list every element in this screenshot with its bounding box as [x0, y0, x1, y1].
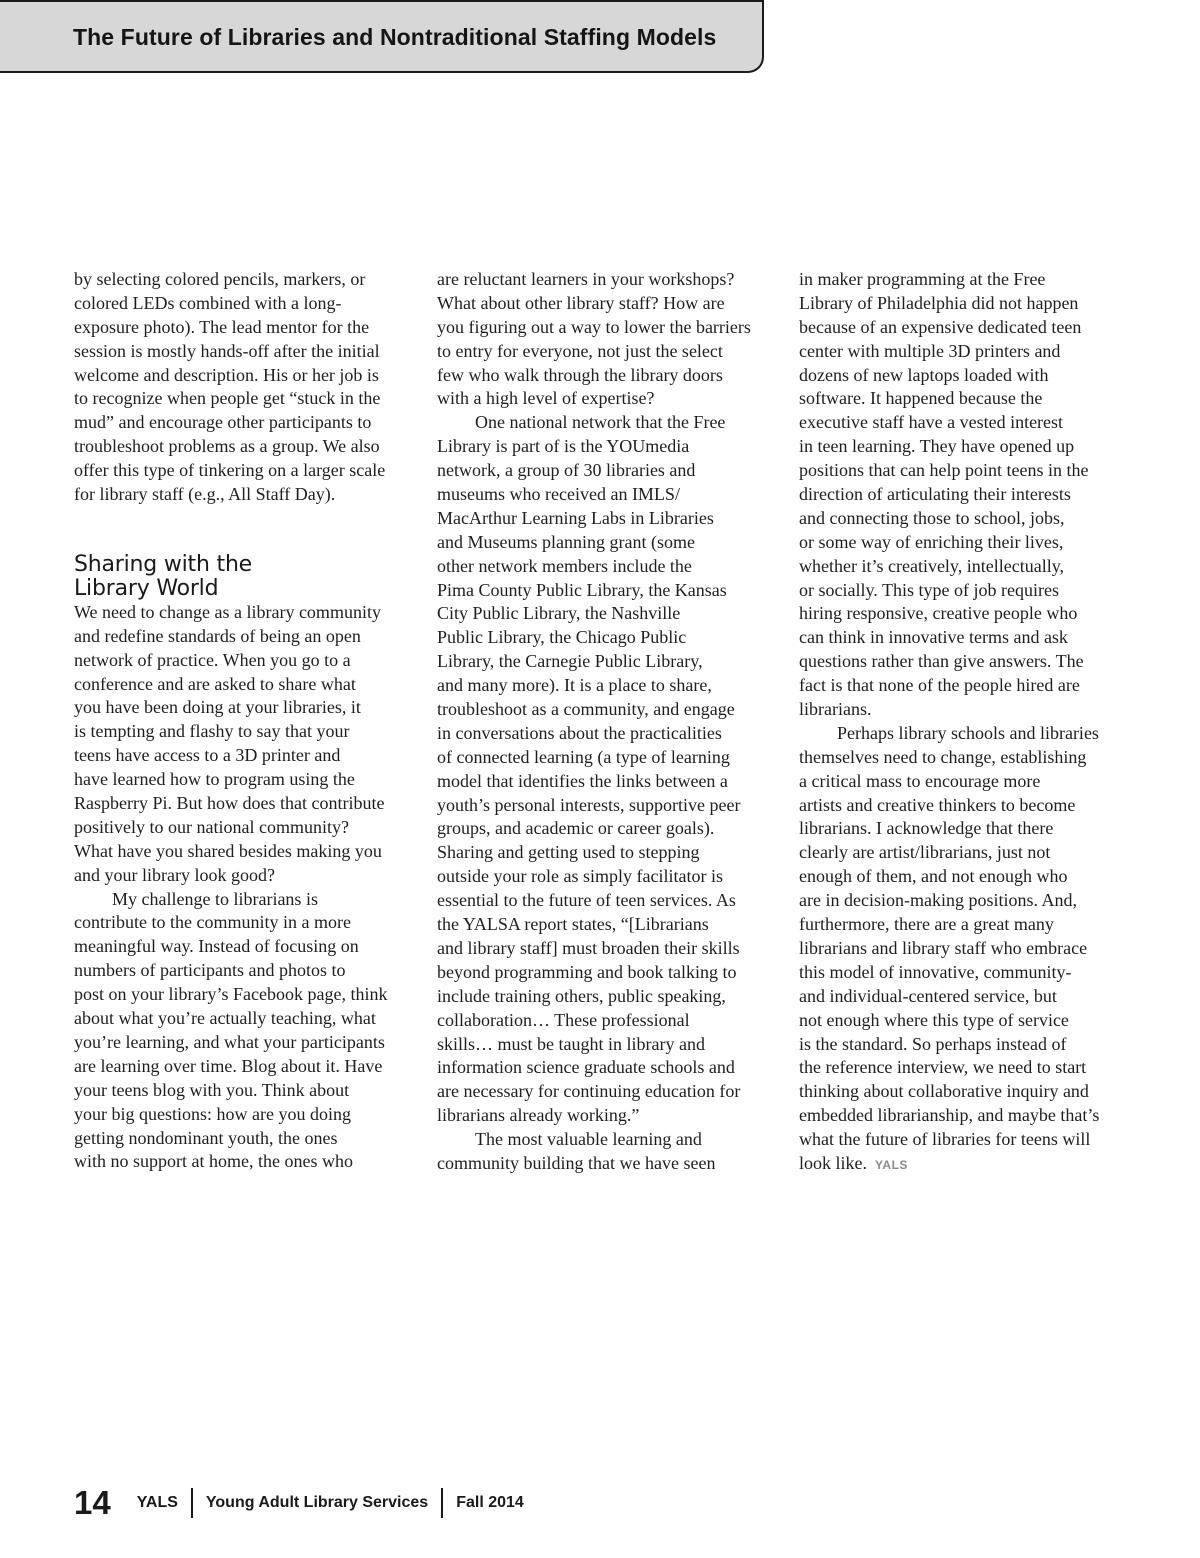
text-line: information science graduate schools and: [437, 1057, 735, 1078]
text-line: numbers of participants and photos to: [74, 960, 346, 981]
text-line: mud” and encourage other participants to: [74, 412, 372, 433]
text-line: software. It happened because the: [799, 388, 1043, 409]
text-line: your big questions: how are you doing: [74, 1103, 351, 1124]
page-number: 14: [74, 1484, 111, 1521]
text-line: groups, and academic or career goals).: [437, 818, 715, 839]
text-line: and redefine standards of being an open: [74, 625, 361, 646]
text-line: in maker programming at the Free: [799, 269, 1046, 289]
text-line: Raspberry Pi. But how does that contribute: [74, 793, 385, 814]
paragraph: [74, 601, 419, 888]
text-line: a critical mass to encourage more: [799, 770, 1041, 791]
text-line: librarians already working.”: [437, 1105, 640, 1126]
text-line: network, a group of 30 libraries and: [437, 460, 696, 481]
text-line: City Public Library, the Nashville: [437, 603, 681, 624]
text-line: other network members include the: [437, 555, 692, 576]
column-2: [437, 268, 782, 1176]
text-line: beyond programming and book talking to: [437, 961, 737, 982]
text-line: Sharing and getting used to stepping: [437, 842, 700, 863]
text-line: you figuring out a way to lower the barriers: [437, 316, 751, 337]
text-line: museums who received an IMLS/: [437, 484, 680, 505]
text-line: or socially. This type of job requires: [799, 579, 1059, 600]
footer-divider: [191, 1488, 193, 1518]
footer-divider: [441, 1488, 443, 1518]
paragraph: [799, 722, 1144, 1176]
text-line: network of practice. When you go to a: [74, 649, 351, 670]
text-line: and Museums planning grant (some: [437, 531, 695, 552]
text-line: and many more). It is a place to share,: [437, 675, 712, 696]
text-line: are necessary for continuing education for: [437, 1081, 741, 1102]
text-line: artists and creative thinkers to become: [799, 794, 1076, 815]
text-line: youth’s personal interests, supportive peer: [437, 794, 741, 815]
text-line: the YALSA report states, “[Librarians: [437, 914, 709, 935]
text-line: look like.: [799, 1152, 867, 1173]
section-heading-line: Sharing with the: [74, 551, 253, 577]
text-line: hiring responsive, creative people who: [799, 603, 1078, 624]
text-line: essential to the future of teen services. As: [437, 890, 736, 911]
issue-label: Fall 2014: [456, 1494, 524, 1511]
text-line: you have been doing at your libraries, it: [74, 697, 361, 718]
text-line: executive staff have a vested interest: [799, 412, 1064, 433]
text-line: post on your library’s Facebook page, think: [74, 984, 388, 1005]
journal-short-name: YALS: [136, 1494, 178, 1511]
text-line: session is mostly hands-off after the initial: [74, 340, 380, 361]
text-line: what the future of libraries for teens will: [799, 1129, 1091, 1150]
text-line: to entry for everyone, not just the select: [437, 340, 723, 361]
text-line: What about other library staff? How are: [437, 292, 725, 313]
text-line: dozens of new laptops loaded with: [799, 364, 1049, 385]
text-line: with no support at home, the ones who: [74, 1151, 353, 1172]
text-line: with a high level of expertise?: [437, 388, 655, 409]
text-line: The most valuable learning and: [475, 1129, 702, 1150]
page-footer: [74, 1484, 524, 1522]
text-line: embedded librarianship, and maybe that’s: [799, 1105, 1100, 1126]
text-line: in teen learning. They have opened up: [799, 436, 1075, 457]
text-line: fact is that none of the people hired are: [799, 675, 1080, 696]
text-line: skills… must be taught in library and: [437, 1033, 705, 1054]
text-line: you’re learning, and what your participants: [74, 1031, 385, 1052]
text-line: in conversations about the practicalities: [437, 722, 722, 743]
text-line: themselves need to change, establishing: [799, 746, 1087, 767]
text-line: can think in innovative terms and ask: [799, 627, 1068, 648]
text-line: clearly are artist/librarians, just not: [799, 842, 1051, 863]
text-line: enough of them, and not enough who: [799, 866, 1068, 887]
text-line: the reference interview, we need to start: [799, 1057, 1087, 1078]
paragraph: [437, 1128, 782, 1176]
section-heading-line: Library World: [74, 575, 219, 601]
running-header: [0, 0, 764, 73]
text-line: troubleshoot problems as a group. We also: [74, 436, 380, 457]
text-line: because of an expensive dedicated teen: [799, 316, 1082, 337]
paragraph: [437, 268, 782, 411]
text-line: Pima County Public Library, the Kansas: [437, 579, 727, 600]
text-line: collaboration… These professional: [437, 1009, 690, 1030]
running-header-title: The Future of Libraries and Nontraditional Staffing Models: [73, 24, 717, 50]
text-line: teens have access to a 3D printer and: [74, 745, 341, 766]
text-line: and individual-centered service, but: [799, 985, 1057, 1006]
text-line: model that identifies the links between a: [437, 770, 728, 791]
text-line: positively to our national community?: [74, 816, 349, 837]
text-line: Public Library, the Chicago Public: [437, 627, 687, 648]
text-line: are in decision-making positions. And,: [799, 890, 1077, 911]
text-line: troubleshoot as a community, and engage: [437, 699, 735, 720]
text-line: Library, the Carnegie Public Library,: [437, 651, 703, 672]
text-line: by selecting colored pencils, markers, or: [74, 269, 366, 289]
section-heading: [74, 553, 419, 601]
text-line: not enough where this type of service: [799, 1009, 1069, 1030]
text-line: outside your role as simply facilitator is: [437, 866, 723, 887]
text-line: MacArthur Learning Labs in Libraries: [437, 507, 714, 528]
text-line: contribute to the community in a more: [74, 912, 351, 933]
text-line: librarians. I acknowledge that there: [799, 818, 1054, 839]
text-line: colored LEDs combined with a long-: [74, 292, 342, 313]
column-1: [74, 268, 419, 1174]
text-line: and connecting those to school, jobs,: [799, 507, 1065, 528]
end-mark: YALS: [875, 1157, 908, 1172]
text-line: include training others, public speaking,: [437, 985, 726, 1006]
text-line: have learned how to program using the: [74, 769, 355, 790]
text-line: getting nondominant youth, the ones: [74, 1127, 338, 1148]
text-line: few who walk through the library doors: [437, 364, 723, 385]
text-line: offer this type of tinkering on a larger scale: [74, 460, 386, 481]
text-line: is the standard. So perhaps instead of: [799, 1033, 1067, 1054]
text-line: What have you shared besides making you: [74, 840, 382, 861]
text-line: community building that we have seen: [437, 1152, 716, 1173]
text-line: are learning over time. Blog about it. Have: [74, 1055, 383, 1076]
text-line: and library staff] must broaden their skills: [437, 937, 740, 958]
text-line: meaningful way. Instead of focusing on: [74, 936, 359, 957]
text-line: positions that can help point teens in the: [799, 460, 1089, 481]
paragraph: [437, 411, 782, 1128]
text-line: thinking about collaborative inquiry and: [799, 1081, 1089, 1102]
text-line: librarians and library staff who embrace: [799, 937, 1088, 958]
text-line: and your library look good?: [74, 864, 275, 885]
text-line: My challenge to librarians is: [112, 888, 318, 909]
text-line: to recognize when people get “stuck in the: [74, 388, 381, 409]
text-line: welcome and description. His or her job is: [74, 364, 379, 385]
text-line: is tempting and flashy to say that your: [74, 721, 350, 742]
text-line: direction of articulating their interests: [799, 484, 1071, 505]
text-line: about what you’re actually teaching, what: [74, 1008, 376, 1029]
text-line: Library is part of is the YOUmedia: [437, 436, 690, 457]
journal-name: Young Adult Library Services: [205, 1494, 429, 1511]
text-line-final: [799, 1152, 1144, 1176]
paragraph: [74, 268, 419, 507]
text-line: of connected learning (a type of learning: [437, 746, 730, 767]
text-line: furthermore, there are a great many: [799, 914, 1054, 935]
text-line: questions rather than give answers. The: [799, 651, 1084, 672]
text-line: Perhaps library schools and libraries: [837, 722, 1099, 743]
column-3: [799, 268, 1144, 1176]
paragraph: [799, 268, 1144, 722]
text-line: exposure photo). The lead mentor for the: [74, 316, 370, 337]
text-line: Library of Philadelphia did not happen: [799, 292, 1079, 313]
text-line: center with multiple 3D printers and: [799, 340, 1061, 361]
text-line: or some way of enriching their lives,: [799, 531, 1064, 552]
text-line: One national network that the Free: [475, 412, 726, 433]
text-line: whether it’s creatively, intellectually,: [799, 555, 1065, 576]
text-line: this model of innovative, community-: [799, 961, 1072, 982]
text-line: librarians.: [799, 699, 872, 720]
text-line: for library staff (e.g., All Staff Day).: [74, 484, 336, 505]
text-line: are reluctant learners in your workshops?: [437, 269, 735, 289]
text-line: your teens blog with you. Think about: [74, 1079, 350, 1100]
paragraph: [74, 888, 419, 1175]
text-line: conference and are asked to share what: [74, 673, 356, 694]
text-line: We need to change as a library community: [74, 601, 381, 622]
